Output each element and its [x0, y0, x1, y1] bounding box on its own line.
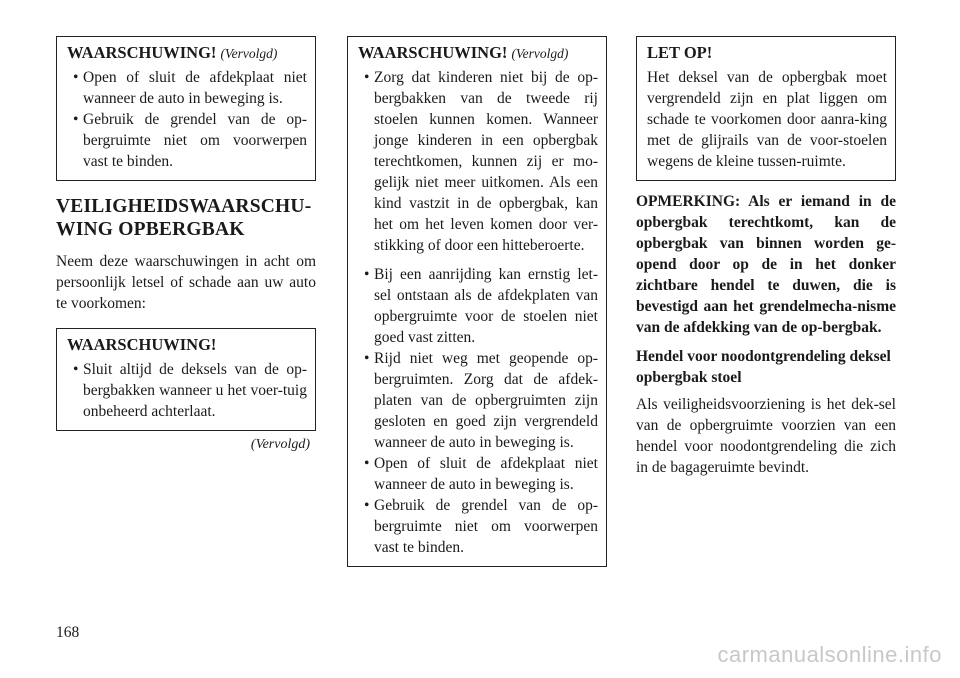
warning-title: WAARSCHUWING! (Vervolgd)	[67, 43, 278, 62]
list-item: • Gebruik de grendel van de op-bergruimte niet om voorwerpen vast te binden.	[67, 109, 307, 172]
list-item: • Open of sluit de afdekplaat niet wanneer de auto in beweging is.	[67, 67, 307, 109]
warning-box-continued	[347, 36, 607, 567]
section-heading: VEILIGHEIDSWAARSCHU-WING OPBERGBAK	[56, 196, 312, 240]
list-item: • Bij een aanrijding kan ernstig let-sel ontstaan als de afdekplaten van opbergruimte voor de stoelen niet goed vast zitten.	[358, 264, 598, 348]
page-number: 168	[56, 624, 80, 641]
caution-title: LET OP!	[647, 43, 713, 62]
list-item: • Open of sluit de afdekplaat niet wanneer de auto in beweging is.	[358, 453, 598, 495]
continued-label: (Vervolgd)	[511, 46, 569, 61]
list-item: • Sluit altijd de deksels van de op-bergbakken wanneer u het voer-tuig onbeheerd achterlaat.	[67, 359, 307, 422]
warning-list	[67, 359, 307, 422]
list-item: • Gebruik de grendel van de op-bergruimte niet om voorwerpen vast te binden.	[358, 495, 598, 558]
warning-box	[56, 328, 316, 431]
body-paragraph: Als veiligheidsvoorziening is het dek-sel van de opbergruimte voorzien van een hendel voor noodontgrendeling die zich in de bagageruimte bevindt.	[636, 396, 896, 476]
warning-list	[358, 67, 598, 558]
warning-list	[67, 67, 307, 172]
note-paragraph: OPMERKING: Als er iemand in de opbergbak terechtkomt, kan de opbergbak van binnen worden ge-opend door op de in het donker zichtbare hendel te duwen, die is bevestigd aan het grendelmecha-nisme van de afdekking van de op-bergbak.	[636, 193, 896, 336]
caution-box	[636, 36, 896, 181]
list-item: • Zorg dat kinderen niet bij de op-bergbakken van de tweede rij stoelen kunnen komen. Wanneer jonge kinderen in een opbergbak terechtkomen, kunnen zij er mo-gelijk niet meer uitkomen. Als een kind vastzit in de opbergbak, kan het om het leven komen door ver-stikking of door een hitteberoerte.	[358, 67, 598, 256]
column-right	[636, 36, 896, 478]
warning-title: WAARSCHUWING!	[67, 335, 217, 354]
watermark: carmanualsonline.info	[717, 642, 942, 667]
warning-box-continued	[56, 36, 316, 181]
continued-note: (Vervolgd)	[250, 437, 310, 452]
list-item: • Rijd niet weg met geopende op-bergruimten. Zorg dat de afdek-platen van de opbergruimten zijn gesloten en goed zijn vergrendeld wanneer de auto in beweging is.	[358, 348, 598, 453]
column-left	[56, 36, 316, 453]
warning-title: WAARSCHUWING! (Vervolgd)	[358, 43, 569, 62]
intro-paragraph: Neem deze waarschuwingen in acht om persoonlijk letsel of schade aan uw auto te voorkomen:	[56, 253, 316, 312]
continued-label: (Vervolgd)	[220, 46, 278, 61]
subsection-heading: Hendel voor noodontgrendeling deksel opbergbak stoel	[636, 348, 891, 386]
caution-text: Het deksel van de opbergbak moet vergrendeld zijn en plat liggen om schade te voorkomen door aanra-king met de glijrails van de voor-stoelen wegens de kleine tussen-ruimte.	[647, 69, 887, 170]
column-middle	[347, 36, 607, 567]
